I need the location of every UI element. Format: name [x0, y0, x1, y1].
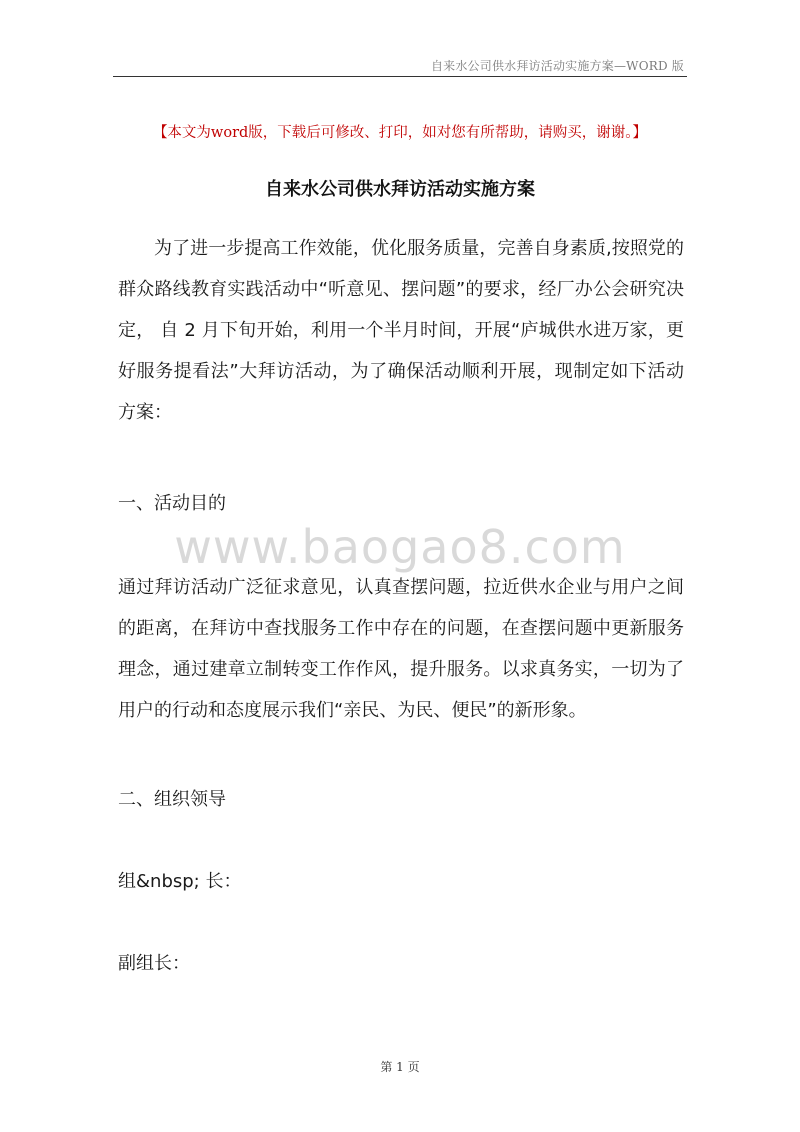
section-heading-organization: 二、组织领导 [118, 789, 226, 810]
deputy-leader-line: 副组长： [118, 953, 190, 974]
running-header: 自来水公司供水拜访活动实施方案—WORD 版 [430, 59, 684, 73]
purpose-paragraph: 通过拜访活动广泛征求意见，认真查摆问题，拉近供水企业与用户之间的距离，在拜访中查找服务工作中存在的问题，在查摆问题中更新服务理念，通过建章立制转变工作作风，提升服务。以求真务实，一切为了用户的行动和态度展示我们“亲民、为民、便民”的新形象。 [118, 577, 684, 721]
purchase-notice: 【本文为word版，下载后可修改、打印，如对您有所帮助，请购买，谢谢。】 [152, 125, 648, 141]
intro-paragraph: 为了进一步提高工作效能，优化服务质量，完善自身素质,按照党的群众路线教育实践活动中“听意见、摆问题”的要求，经厂办公会研究决定， 自 2 月下旬开始，利用一个半月时间，开展“庐城供水进万家，更好服务提看法”大拜访活动，为了确保活动顺利开展，现制定如下活动方案： [118, 238, 684, 423]
watermark: www.baogao8.com [174, 520, 626, 574]
section-heading-purpose: 一、活动目的 [118, 493, 226, 514]
leader-line: 组&nbsp; 长： [118, 871, 242, 892]
header-divider [113, 76, 687, 77]
document-title: 自来水公司供水拜访活动实施方案 [265, 179, 535, 200]
page-number: 第 1 页 [380, 1060, 420, 1074]
